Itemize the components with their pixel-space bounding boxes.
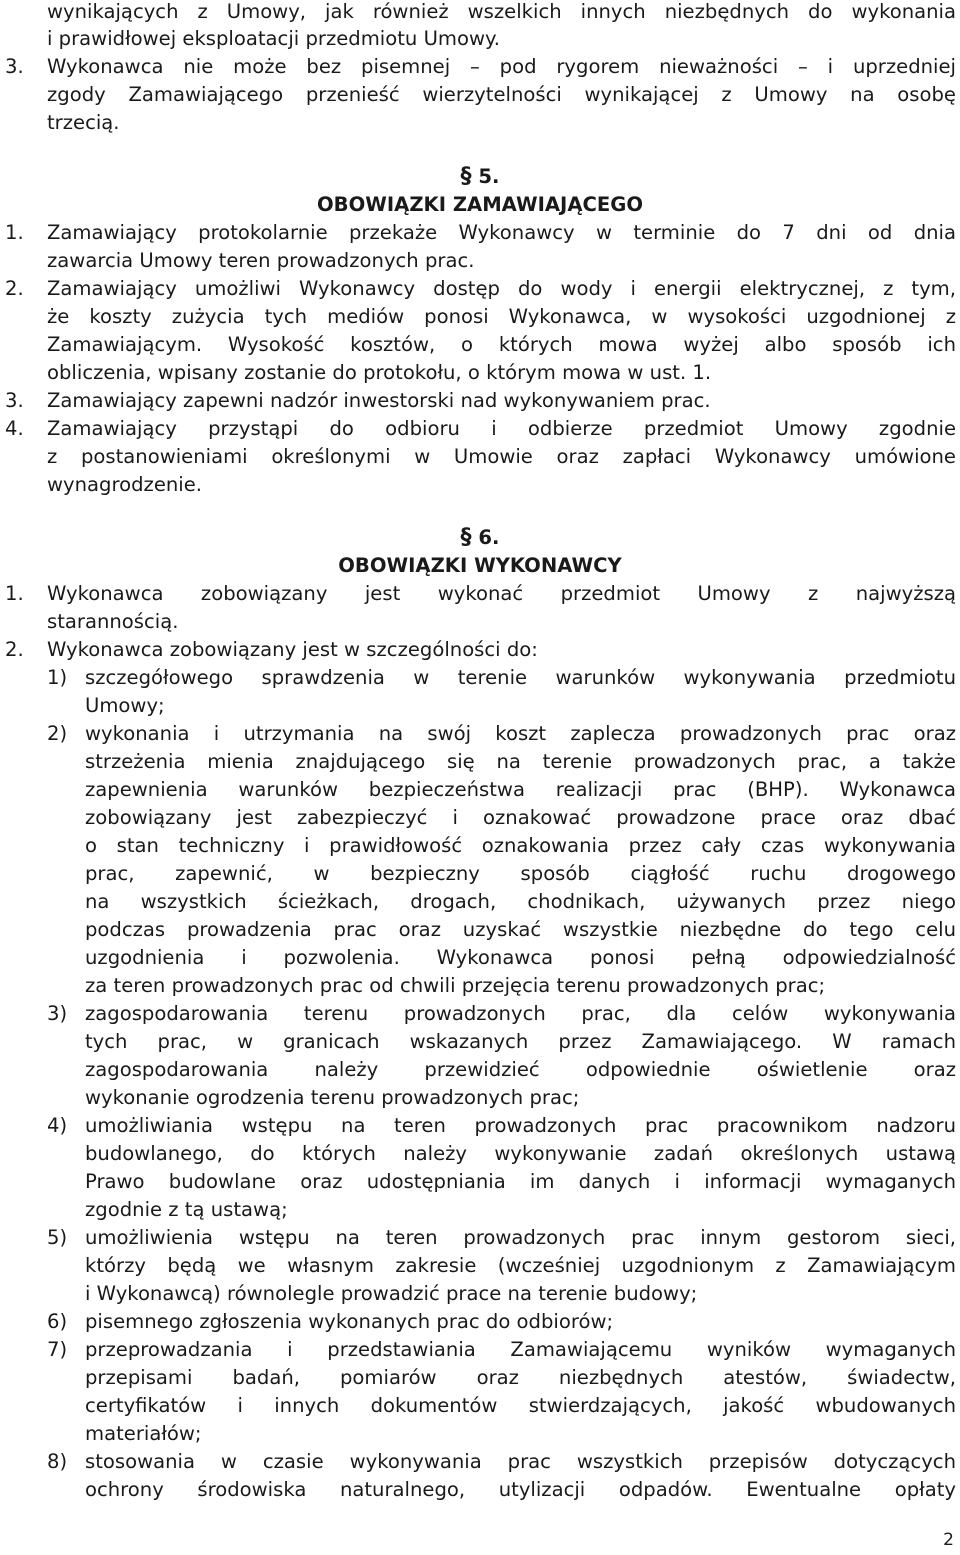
text-line: certyfikatów i innych dokumentów stwierdzających, jakość wbudowanych bbox=[85, 1394, 956, 1417]
text-line: zgody Zamawiającego przenieść wierzytelności wynikającej z Umowy na osobę bbox=[47, 83, 956, 106]
section-title: OBOWIĄZKI WYKONAWCY bbox=[338, 554, 622, 577]
text-line: pisemnego zgłoszenia wykonanych prac do odbiorów; bbox=[85, 1310, 614, 1333]
text-line: Zamawiający protokolarnie przekaże Wykonawcy w terminie do 7 dni od dnia bbox=[47, 221, 956, 244]
sublist-number: 1) bbox=[47, 666, 68, 689]
sublist-number: 4) bbox=[47, 1114, 68, 1137]
text-line: budowlanego, do których należy wykonywanie zadań określonych ustawą bbox=[85, 1142, 956, 1165]
text-line: umożliwiania wstępu na teren prowadzonych prac pracownikom nadzoru bbox=[85, 1114, 956, 1137]
text-line: wykonania i utrzymania na swój koszt zaplecza prowadzonych prac oraz bbox=[85, 722, 956, 745]
text-line: zobowiązany jest zabezpieczyć i oznakować prowadzone prace oraz dbać bbox=[85, 806, 956, 829]
list-number: 3. bbox=[5, 389, 24, 412]
text-line: wynikających z Umowy, jak również wszelkich innych niezbędnych do wykonania bbox=[47, 0, 956, 23]
list-number: 1. bbox=[5, 221, 24, 244]
sublist-number: 2) bbox=[47, 722, 68, 745]
list-number: 4. bbox=[5, 417, 24, 440]
text-line: Prawo budowlane oraz udostępniania im danych i informacji wymaganych bbox=[85, 1170, 956, 1193]
paragraph-sign: § bbox=[460, 525, 472, 550]
text-line: którzy będą we własnym zakresie (wcześniej uzgodnionym z Zamawiającym bbox=[85, 1254, 956, 1277]
text-line: obliczenia, wpisany zostanie do protokołu, o którym mowa w ust. 1. bbox=[47, 361, 712, 384]
text-line: Umowy; bbox=[85, 694, 165, 717]
sublist-number: 7) bbox=[47, 1338, 68, 1361]
text-line: z postanowieniami określonymi w Umowie oraz zapłaci Wykonawcy umówione bbox=[47, 445, 956, 468]
sublist-number: 8) bbox=[47, 1450, 68, 1473]
text-line: tych prac, w granicach wskazanych przez Zamawiającego. W ramach bbox=[85, 1030, 956, 1053]
sublist-number: 5) bbox=[47, 1226, 68, 1249]
text-line: materiałów; bbox=[85, 1422, 202, 1445]
text-line: Zamawiający zapewni nadzór inwestorski nad wykonywaniem prac. bbox=[47, 389, 711, 412]
text-line: Wykonawca zobowiązany jest w szczególności do: bbox=[47, 638, 538, 661]
list-number: 2. bbox=[5, 638, 24, 661]
section-title: OBOWIĄZKI ZAMAWIAJĄCEGO bbox=[317, 193, 643, 216]
text-line: za teren prowadzonych prac od chwili przejęcia terenu prowadzonych prac; bbox=[85, 974, 826, 997]
text-line: przepisami badań, pomiarów oraz niezbędnych atestów, świadectw, bbox=[85, 1366, 956, 1389]
text-line: zagospodarowania należy przewidzieć odpowiednie oświetlenie oraz bbox=[85, 1058, 956, 1081]
text-line: uzgodnienia i pozwolenia. Wykonawca ponosi pełną odpowiedzialność bbox=[85, 946, 956, 969]
list-number: 1. bbox=[5, 582, 24, 605]
text-line: zgodnie z tą ustawą; bbox=[85, 1198, 288, 1221]
text-line: strzeżenia mienia znajdującego się na terenie prowadzonych prac, a także bbox=[85, 750, 956, 773]
text-line: na wszystkich ścieżkach, drogach, chodnikach, używanych przez niego bbox=[85, 890, 956, 913]
list-number: 3. bbox=[5, 55, 24, 78]
text-line: starannością. bbox=[47, 610, 179, 633]
section-number: § 5. bbox=[460, 164, 500, 189]
text-line: przeprowadzania i przedstawiania Zamawiającemu wyników wymaganych bbox=[85, 1338, 956, 1361]
section-number: § 6. bbox=[460, 525, 500, 550]
text-line: szczegółowego sprawdzenia w terenie warunków wykonywania przedmiotu bbox=[85, 666, 956, 689]
text-line: ochrony środowiska naturalnego, utylizacji odpadów. Ewentualne opłaty bbox=[85, 1478, 956, 1501]
page-number: 2 bbox=[943, 1530, 954, 1550]
text-line: prac, zapewnić, w bezpieczny sposób ciągłość ruchu drogowego bbox=[85, 862, 956, 885]
text-line: i Wykonawcą) równolegle prowadzić prace na terenie budowy; bbox=[85, 1282, 698, 1305]
text-line: stosowania w czasie wykonywania prac wszystkich przepisów dotyczących bbox=[85, 1450, 956, 1473]
sublist-number: 3) bbox=[47, 1002, 68, 1025]
text-line: Wykonawca nie może bez pisemnej – pod rygorem nieważności – i uprzedniej bbox=[47, 55, 956, 78]
text-line: zawarcia Umowy teren prowadzonych prac. bbox=[47, 249, 475, 272]
text-line: że koszty zużycia tych mediów ponosi Wykonawca, w wysokości uzgodnionej z bbox=[47, 305, 956, 328]
text-line: Zamawiającym. Wysokość kosztów, o których mowa wyżej albo sposób ich bbox=[47, 333, 956, 356]
text-line: wykonanie ogrodzenia terenu prowadzonych prac; bbox=[85, 1086, 580, 1109]
list-number: 2. bbox=[5, 277, 24, 300]
text-line: umożliwienia wstępu na teren prowadzonych prac innym gestorom sieci, bbox=[85, 1226, 956, 1249]
text-line: podczas prowadzenia prac oraz uzyskać wszystkie niezbędne do tego celu bbox=[85, 918, 956, 941]
text-line: Zamawiający umożliwi Wykonawcy dostęp do wody i energii elektrycznej, z tym, bbox=[47, 277, 956, 300]
text-line: o stan techniczny i prawidłowość oznakowania przez cały czas wykonywania bbox=[85, 834, 956, 857]
paragraph-sign: § bbox=[460, 164, 472, 189]
text-line: i prawidłowej eksploatacji przedmiotu Umowy. bbox=[47, 27, 501, 50]
text-line: trzecią. bbox=[47, 111, 120, 134]
text-line: Zamawiający przystąpi do odbioru i odbierze przedmiot Umowy zgodnie bbox=[47, 417, 956, 440]
text-line: zagospodarowania terenu prowadzonych prac, dla celów wykonywania bbox=[85, 1002, 956, 1025]
text-line: zapewnienia warunków bezpieczeństwa realizacji prac (BHP). Wykonawca bbox=[85, 778, 956, 801]
text-line: Wykonawca zobowiązany jest wykonać przedmiot Umowy z najwyższą bbox=[47, 582, 956, 605]
sublist-number: 6) bbox=[47, 1310, 68, 1333]
text-line: wynagrodzenie. bbox=[47, 473, 203, 496]
